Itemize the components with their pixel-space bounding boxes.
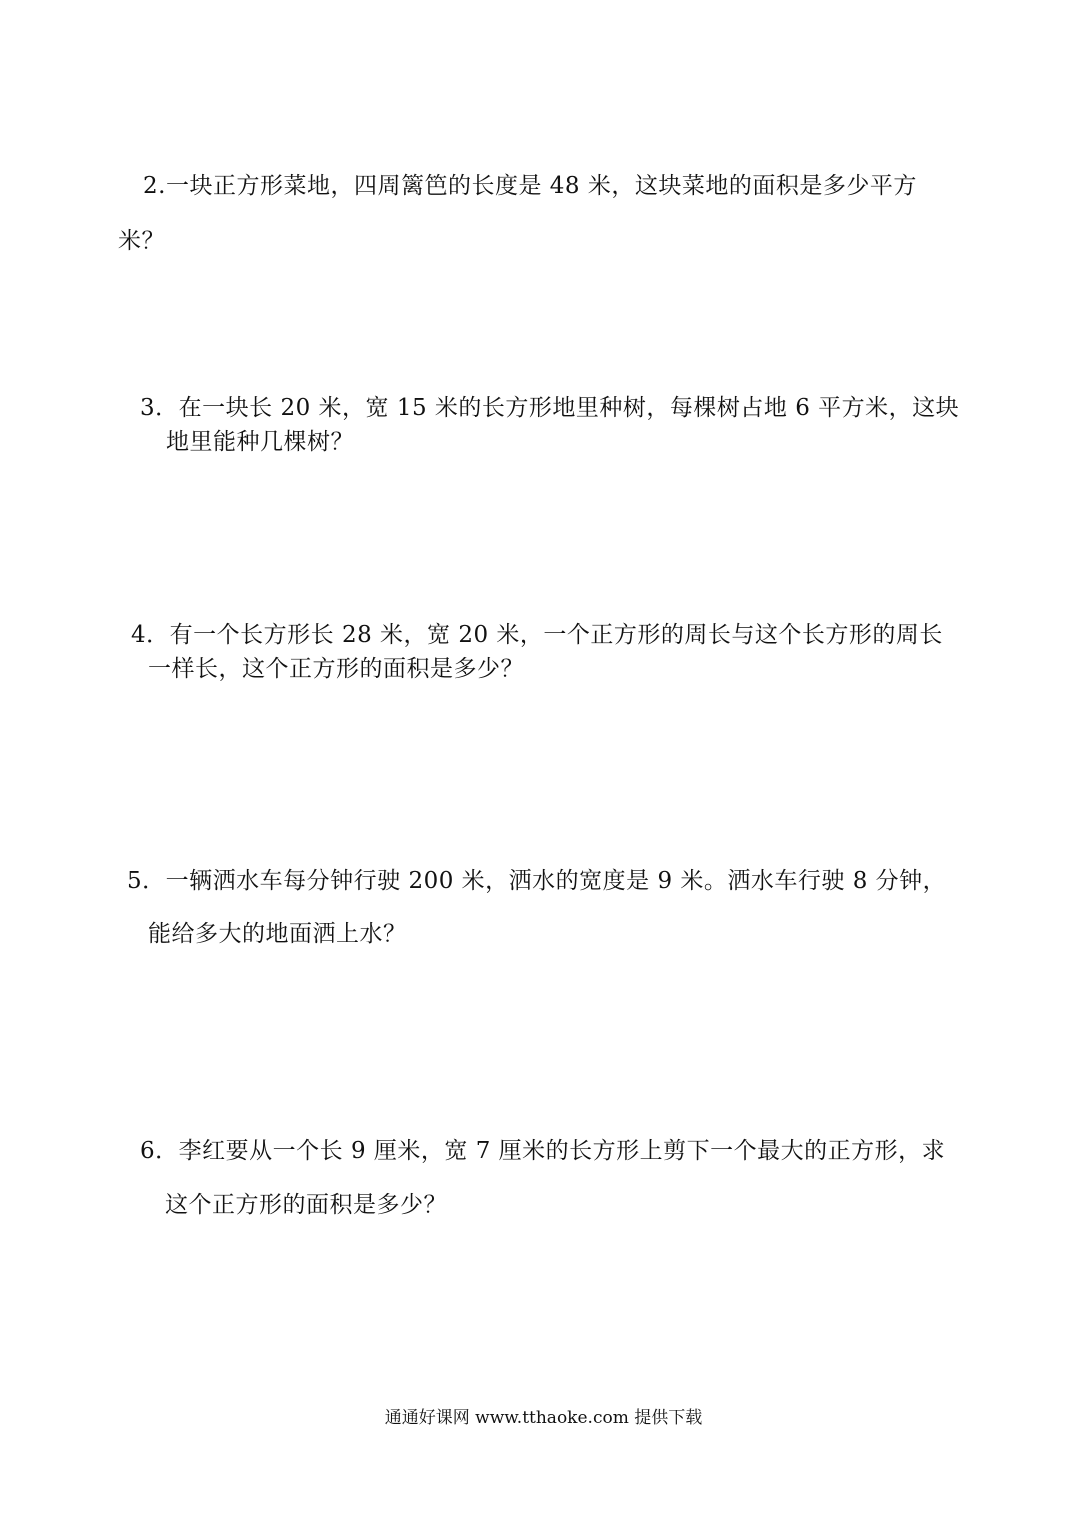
question-2-line-1: 2.一块正方形菜地，四周篱笆的长度是 48 米，这块菜地的面积是多少平方 (143, 173, 917, 199)
question-4-line-1: 4．有一个长方形长 28 米，宽 20 米，一个正方形的周长与这个长方形的周长 (131, 622, 943, 648)
question-3-line-2: 地里能种几棵树？ (166, 429, 354, 455)
question-5-line-1: 5．一辆洒水车每分钟行驶 200 米，洒水的宽度是 9 米。洒水车行驶 8 分钟， (127, 868, 947, 894)
footer-credit: 通通好课网 www.tthaoke.com 提供下载 (384, 1408, 703, 1428)
question-6-line-1: 6．李红要从一个长 9 厘米，宽 7 厘米的长方形上剪下一个最大的正方形，求 (140, 1138, 946, 1164)
question-4-line-2: 一样长，这个正方形的面积是多少？ (148, 656, 524, 682)
question-3-line-1: 3．在一块长 20 米，宽 15 米的长方形地里种树，每棵树占地 6 平方米，这块 (140, 395, 960, 421)
question-2-line-2: 米？ (118, 228, 165, 254)
question-5-line-2: 能给多大的地面洒上水？ (148, 921, 407, 947)
question-6-line-2: 这个正方形的面积是多少？ (165, 1192, 447, 1218)
